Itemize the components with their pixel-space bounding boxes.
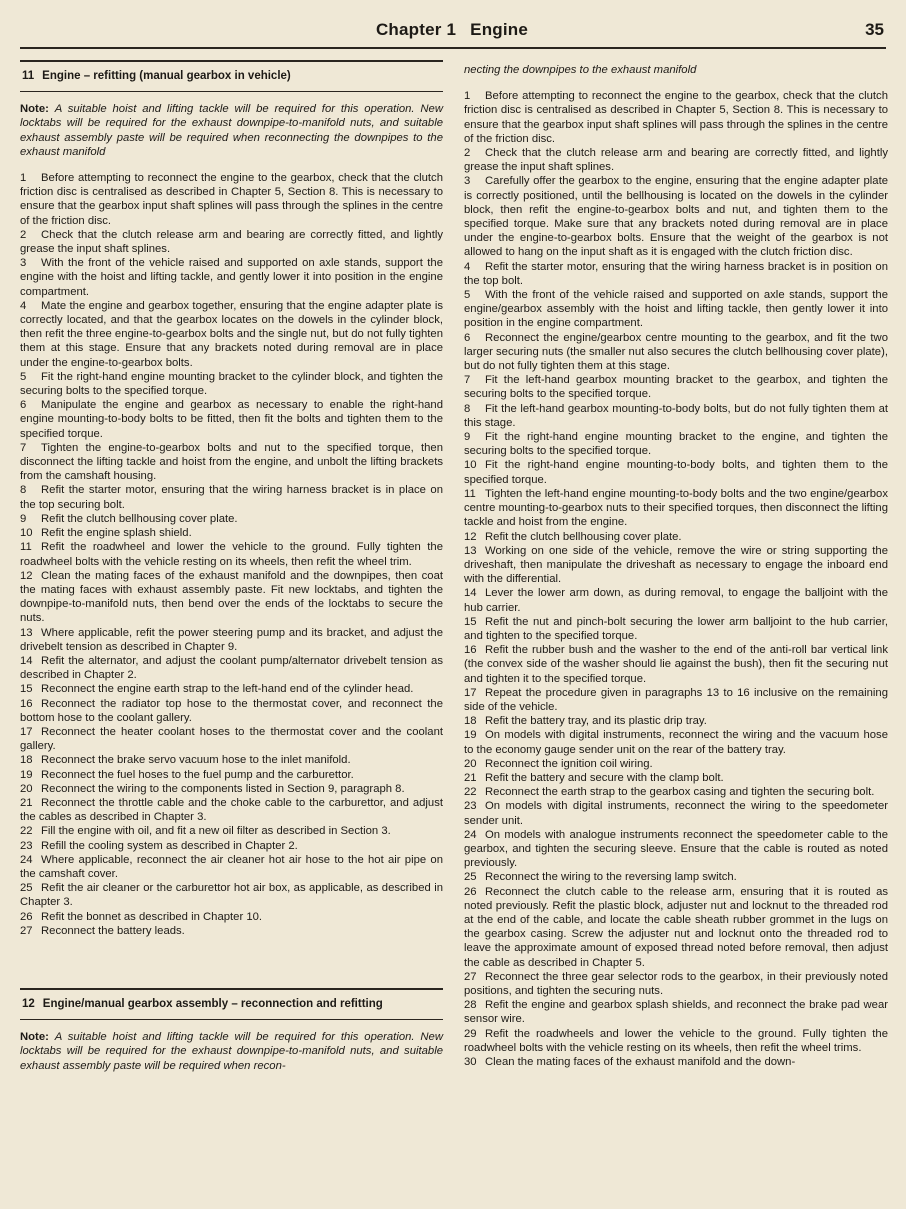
paragraph-text: Refit the rubber bush and the washer to the end of the anti-roll bar vertical link (the convex side of the washer should lie against the bush), then fit the securing nut and tighten it to the specified torque. bbox=[464, 644, 888, 685]
paragraph-text: Reconnect the clutch cable to the release arm, ensuring that it is routed as noted previously. Refit the plastic block, adjuster nut and locknut to the threaded rod at the end of the cable, and locate the cable sheath rubber grommet in the lugs on the gearbox casing. Screw the adjuster nut and locknut onto the threaded rod to leave the approximate amount of exposed thread noted before removal, then adjust the cable as described in Chapter 5. bbox=[464, 885, 888, 969]
paragraph-text: Mate the engine and gearbox together, ensuring that the engine adapter plate is correctly located, and that the gearbox locates on the dowels in the cylinder block, then refit the three engine-to-gearbox bolts and the single nut, but do not fully tighten them at this stage. Ensure that any brackets noted during removal are in place under the engine-to-gearbox bolts. bbox=[20, 299, 443, 369]
paragraph bbox=[464, 799, 888, 827]
paragraph-number: 23 bbox=[464, 800, 477, 813]
paragraph bbox=[464, 643, 888, 686]
paragraph-number: 29 bbox=[464, 1027, 477, 1040]
note-label: Note: bbox=[20, 103, 49, 116]
paragraph bbox=[20, 753, 443, 767]
paragraph-text: Refill the cooling system as described in Chapter 2. bbox=[41, 839, 298, 852]
paragraph-text: Reconnect the engine/gearbox centre mounting to the gearbox, and fit the two larger securing nuts (the smaller nut also secures the clutch bellhousing cover plate), but do not fully tighten them at this stage. bbox=[464, 331, 888, 373]
paragraph bbox=[464, 260, 888, 288]
paragraph-text: Carefully offer the gearbox to the engine, ensuring that the engine adapter plate is correctly positioned, until the bellhousing is located on the dowels in the cylinder block, then refit the engine-to-gearbox bolts and nut, and tighten them to the specified torque. Make sure that any brackets noted during removal are in place under the engine-to-gearbox bolts. Ensure that the weight of the gearbox is not allowed to hang on the input shaft as it is engaged with the clutch friction disc. bbox=[464, 175, 888, 259]
paragraph bbox=[20, 540, 443, 568]
paragraph-text: Reconnect the radiator top hose to the thermostat cover, and reconnect the bottom hose to the coolant gallery. bbox=[20, 697, 443, 724]
paragraph-text: Reconnect the earth strap to the gearbox casing and tighten the securing bolt. bbox=[485, 786, 875, 799]
paragraph-number: 13 bbox=[20, 626, 33, 639]
paragraph-number: 25 bbox=[20, 882, 33, 895]
paragraph bbox=[464, 331, 888, 374]
paragraph bbox=[464, 402, 888, 430]
paragraph-number: 26 bbox=[464, 885, 477, 898]
paragraph-number: 5 bbox=[20, 370, 27, 383]
paragraph-text: Where applicable, refit the power steering pump and its bracket, and adjust the drivebelt tension as described in Chapter 9. bbox=[20, 626, 443, 653]
section-12-note bbox=[20, 1030, 443, 1073]
paragraph-text: Refit the clutch bellhousing cover plate. bbox=[41, 512, 238, 525]
paragraph-text: Refit the air cleaner or the carburettor hot air box, as applicable, as described in Chapter 3. bbox=[20, 882, 443, 909]
paragraph-number: 11 bbox=[464, 487, 476, 500]
paragraph bbox=[20, 881, 443, 909]
paragraph bbox=[464, 544, 888, 587]
paragraph-number: 18 bbox=[20, 754, 33, 767]
section-number: 12 bbox=[22, 997, 35, 1010]
paragraph-number: 7 bbox=[20, 441, 27, 454]
paragraph-text: Tighten the left-hand engine mounting-to-body bolts and the two engine/gearbox centre mounting-to-gearbox nuts to their specified torques, then disconnect the lifting tackle and hoist from the engine. bbox=[464, 487, 888, 529]
paragraph bbox=[20, 569, 443, 626]
paragraph bbox=[20, 839, 443, 853]
paragraph-number: 5 bbox=[464, 289, 471, 302]
paragraph-text: Reconnect the ignition coil wiring. bbox=[485, 757, 653, 770]
paragraph-text: Refit the battery and secure with the clamp bolt. bbox=[485, 771, 724, 784]
paragraph bbox=[464, 728, 888, 756]
paragraph-number: 17 bbox=[464, 686, 477, 699]
paragraph-text: Before attempting to reconnect the engine to the gearbox, check that the clutch friction disc is centralised as described in Chapter 5, Section 8. This is necessary to ensure that the gearbox input shaft splines will pass through the splines in the centre of the friction disc. bbox=[464, 90, 888, 145]
paragraph bbox=[20, 441, 443, 484]
paragraph-number: 14 bbox=[20, 654, 33, 667]
section-title: Engine – refitting (manual gearbox in vehicle) bbox=[42, 70, 291, 82]
paragraph bbox=[464, 998, 888, 1026]
paragraph-number: 8 bbox=[464, 402, 471, 415]
paragraph-number: 1 bbox=[20, 172, 27, 185]
paragraph-number: 2 bbox=[464, 147, 471, 160]
paragraph-number: 28 bbox=[464, 999, 477, 1012]
paragraph-text: Reconnect the wiring to the components listed in Section 9, paragraph 8. bbox=[41, 782, 405, 795]
paragraph-number: 9 bbox=[464, 431, 471, 444]
paragraph-number: 22 bbox=[20, 825, 33, 838]
paragraph-number: 6 bbox=[464, 331, 471, 344]
paragraph-number: 3 bbox=[464, 175, 471, 188]
paragraph bbox=[464, 757, 888, 771]
paragraph-number: 7 bbox=[464, 374, 471, 387]
section-12-paragraphs bbox=[464, 89, 888, 1069]
paragraph bbox=[20, 654, 443, 682]
paragraph-number: 21 bbox=[20, 796, 33, 809]
paragraph bbox=[20, 725, 443, 753]
paragraph-text: Check that the clutch release arm and bearing are correctly fitted, and lightly grease the input shaft splines. bbox=[20, 228, 443, 256]
paragraph-text: Working on one side of the vehicle, remove the wire or string supporting the driveshaft, then manipulate the driveshaft as necessary to engage the inboard end with the differential. bbox=[464, 544, 888, 586]
paragraph bbox=[20, 626, 443, 654]
paragraph bbox=[20, 526, 443, 540]
paragraph-text: Reconnect the three gear selector rods to the gearbox, in their previously noted positions, and tighten the securing nuts. bbox=[464, 970, 888, 997]
paragraph-text: Clean the mating faces of the exhaust manifold and the downpipes, then coat the mating faces with exhaust assembly paste. Fit new locktabs, and tighten the downpipe-to-manifold nuts, then bend over the ends of the locktabs to secure the nuts. bbox=[20, 569, 443, 625]
paragraph-text: Refit the battery tray, and its plastic drip tray. bbox=[485, 715, 707, 728]
paragraph bbox=[20, 824, 443, 838]
paragraph-text: Refit the clutch bellhousing cover plate. bbox=[485, 530, 682, 543]
paragraph bbox=[464, 458, 888, 486]
paragraph bbox=[464, 174, 888, 259]
paragraph bbox=[464, 686, 888, 714]
paragraph bbox=[20, 796, 443, 824]
paragraph-text: Refit the starter motor, ensuring that the wiring harness bracket is in position on the top bolt. bbox=[464, 260, 888, 287]
section-number: 11 bbox=[22, 70, 35, 82]
paragraph-number: 20 bbox=[20, 782, 33, 795]
paragraph-text: Refit the nut and pinch-bolt securing the lower arm balljoint to the hub carrier, and tighten to the specified torque. bbox=[464, 615, 888, 642]
paragraph-text: Fit the left-hand gearbox mounting-to-body bolts, but do not fully tighten them at this stage. bbox=[464, 402, 888, 429]
paragraph-number: 21 bbox=[464, 771, 477, 784]
paragraph bbox=[20, 782, 443, 796]
section-12-heading bbox=[20, 988, 443, 1020]
paragraph-text: Reconnect the fuel hoses to the fuel pump and the carburettor. bbox=[41, 768, 354, 781]
section-title: Engine/manual gearbox assembly – reconnection and refitting bbox=[42, 997, 383, 1010]
paragraph bbox=[464, 714, 888, 728]
paragraph-number: 22 bbox=[464, 786, 477, 799]
page-number: 35 bbox=[865, 20, 884, 39]
paragraph-number: 20 bbox=[464, 757, 477, 770]
paragraph bbox=[20, 697, 443, 725]
paragraph bbox=[20, 228, 443, 256]
paragraph bbox=[464, 89, 888, 146]
header-rule bbox=[20, 47, 886, 49]
note-text: A suitable hoist and lifting tackle will be required for this operation. New locktabs will be required for the exhaust downpipe-to-manifold nuts, and suitable exhaust assembly paste will be required when recon- bbox=[20, 1031, 443, 1072]
paragraph-number: 6 bbox=[20, 399, 27, 412]
paragraph-number: 11 bbox=[20, 541, 32, 554]
paragraph-text: On models with digital instruments, reconnect the wiring and the vacuum hose to the economy gauge sender unit on the rear of the battery tray. bbox=[464, 729, 888, 756]
paragraph-number: 3 bbox=[20, 257, 27, 270]
note-label: Note: bbox=[20, 1031, 49, 1044]
paragraph-number: 19 bbox=[20, 768, 33, 781]
left-column bbox=[20, 60, 443, 1085]
paragraph-number: 15 bbox=[464, 615, 477, 628]
paragraph-text: Fit the right-hand engine mounting bracket to the cylinder block, and tighten the securing bolts to the specified torque. bbox=[20, 370, 443, 398]
paragraph bbox=[464, 146, 888, 174]
paragraph-number: 2 bbox=[20, 228, 27, 241]
paragraph-text: Reconnect the engine earth strap to the left-hand end of the cylinder head. bbox=[41, 683, 414, 696]
paragraph-number: 4 bbox=[464, 260, 471, 273]
paragraph-number: 1 bbox=[464, 90, 471, 103]
paragraph bbox=[464, 288, 888, 331]
paragraph-text: Reconnect the wiring to the reversing lamp switch. bbox=[485, 871, 737, 884]
paragraph bbox=[20, 370, 443, 398]
paragraph-number: 10 bbox=[20, 527, 33, 540]
paragraph-text: On models with analogue instruments reconnect the speedometer cable to the gearbox, and tighten the securing sleeve. Ensure that the cable is routed as noted previously. bbox=[464, 828, 888, 870]
paragraph-number: 24 bbox=[20, 853, 33, 866]
paragraph bbox=[20, 853, 443, 881]
paragraph bbox=[20, 483, 443, 511]
paragraph bbox=[20, 171, 443, 228]
paragraph-text: Fit the left-hand gearbox mounting bracket to the gearbox, and tighten the securing bolts to the specified torque. bbox=[464, 374, 888, 401]
paragraph bbox=[464, 785, 888, 799]
paragraph-number: 16 bbox=[464, 644, 477, 657]
paragraph-text: Fit the right-hand engine mounting-to-body bolts, and tighten them to the specified torque. bbox=[464, 459, 888, 486]
paragraph bbox=[464, 1027, 888, 1055]
paragraph-number: 27 bbox=[464, 970, 477, 983]
paragraph bbox=[20, 256, 443, 299]
paragraph-text: Before attempting to reconnect the engine to the gearbox, check that the clutch friction disc is centralised as described in Chapter 5, Section 8. This is necessary to ensure that the gearbox input shaft splines will pass through the splines in the centre of the friction disc. bbox=[20, 172, 443, 227]
paragraph bbox=[20, 924, 443, 938]
paragraph-number: 12 bbox=[464, 530, 477, 543]
paragraph-number: 25 bbox=[464, 871, 477, 884]
paragraph bbox=[20, 682, 443, 696]
paragraph bbox=[464, 828, 888, 871]
chapter-title: Engine bbox=[470, 20, 529, 39]
paragraph bbox=[464, 430, 888, 458]
right-column bbox=[464, 63, 888, 1069]
paragraph-number: 10 bbox=[464, 459, 477, 472]
paragraph bbox=[464, 615, 888, 643]
paragraph-number: 9 bbox=[20, 512, 27, 525]
paragraph bbox=[464, 885, 888, 970]
paragraph-number: 8 bbox=[20, 484, 27, 497]
paragraph-number: 24 bbox=[464, 828, 477, 841]
paragraph bbox=[464, 771, 888, 785]
paragraph-text: Manipulate the engine and gearbox as necessary to enable the right-hand engine mounting-to-body bolts to be fitted, then fit the bolts and tighten them to the specified torque. bbox=[20, 399, 443, 440]
section-12-note-continued: necting the downpipes to the exhaust manifold bbox=[464, 64, 697, 76]
paragraph bbox=[464, 373, 888, 401]
paragraph bbox=[464, 1055, 888, 1069]
paragraph bbox=[20, 910, 443, 924]
paragraph-number: 16 bbox=[20, 697, 33, 710]
paragraph-text: Refit the starter motor, ensuring that the wiring harness bracket is in place on the top securing bolt. bbox=[20, 484, 443, 511]
paragraph bbox=[20, 768, 443, 782]
paragraph-number: 17 bbox=[20, 725, 33, 738]
chapter-label: Chapter 1 bbox=[375, 20, 457, 39]
paragraph bbox=[464, 586, 888, 614]
paragraph bbox=[20, 512, 443, 526]
section-11-paragraphs bbox=[20, 171, 443, 938]
paragraph-text: Refit the alternator, and adjust the coolant pump/alternator drivebelt tension as described in Chapter 2. bbox=[20, 654, 443, 682]
paragraph-text: Where applicable, reconnect the air cleaner hot air hose to the hot air pipe on the camshaft cover. bbox=[20, 853, 443, 880]
paragraph-text: Refit the bonnet as described in Chapter 10. bbox=[41, 910, 263, 923]
paragraph-text: Repeat the procedure given in paragraphs 13 to 16 inclusive on the remaining side of the vehicle. bbox=[464, 686, 888, 713]
paragraph-number: 27 bbox=[20, 924, 33, 937]
paragraph-text: Fill the engine with oil, and fit a new oil filter as described in Section 3. bbox=[41, 825, 391, 838]
paragraph-number: 14 bbox=[464, 587, 477, 600]
paragraph-number: 23 bbox=[20, 839, 33, 852]
paragraph bbox=[464, 487, 888, 530]
paragraph-number: 26 bbox=[20, 910, 33, 923]
page-header bbox=[20, 20, 884, 44]
paragraph-text: Reconnect the brake servo vacuum hose to the inlet manifold. bbox=[41, 754, 351, 767]
paragraph-text: Clean the mating faces of the exhaust manifold and the down- bbox=[485, 1056, 796, 1069]
paragraph-text: Reconnect the battery leads. bbox=[41, 924, 185, 937]
paragraph-number: 13 bbox=[464, 544, 477, 557]
paragraph bbox=[20, 299, 443, 370]
paragraph-text: On models with digital instruments, reconnect the wiring to the speedometer sender unit. bbox=[464, 800, 888, 827]
paragraph-text: With the front of the vehicle raised and supported on axle stands, support the engine/gearbox assembly with the hoist and lifting tackle, then gently lower it into position in the engine compartment. bbox=[464, 289, 888, 330]
section-11-note bbox=[20, 102, 443, 159]
paragraph-text: Fit the right-hand engine mounting bracket to the engine, and tighten the securing bolts to the specified torque. bbox=[464, 431, 888, 458]
paragraph-text: With the front of the vehicle raised and supported on axle stands, support the engine with the hoist and lifting tackle, and gently lower it into position in the engine compartment. bbox=[20, 257, 443, 298]
chapter-heading bbox=[20, 20, 884, 40]
paragraph-text: Lever the lower arm down, as during removal, to engage the balljoint with the hub carrier. bbox=[464, 587, 888, 614]
paragraph-text: Reconnect the throttle cable and the choke cable to the carburettor, and adjust the cables as described in Chapter 3. bbox=[20, 796, 443, 824]
paragraph-text: Refit the engine splash shield. bbox=[41, 527, 192, 540]
paragraph-text: Refit the roadwheel and lower the vehicle to the ground. Fully tighten the roadwheel bolts with the vehicle resting on its wheels, then refit the wheel trim. bbox=[20, 541, 443, 568]
note-text: A suitable hoist and lifting tackle will be required for this operation. New locktabs will be required for the exhaust downpipe-to-manifold nuts, and suitable exhaust assembly paste will be required when reconnecting the downpipes to the exhaust manifold bbox=[20, 103, 443, 158]
paragraph bbox=[464, 870, 888, 884]
paragraph bbox=[20, 398, 443, 441]
paragraph-number: 19 bbox=[464, 729, 477, 742]
paragraph-text: Check that the clutch release arm and bearing are correctly fitted, and lightly grease the input shaft splines. bbox=[464, 147, 888, 174]
paragraph-number: 30 bbox=[464, 1056, 477, 1069]
paragraph bbox=[464, 530, 888, 544]
paragraph bbox=[464, 970, 888, 998]
paragraph-text: Tighten the engine-to-gearbox bolts and nut to the specified torque, then disconnect the lifting tackle and hoist from the engine, and unbolt the lifting brackets from the camshaft housing. bbox=[20, 441, 443, 483]
paragraph-text: Refit the engine and gearbox splash shields, and reconnect the brake pad wear sensor wire. bbox=[464, 999, 888, 1026]
paragraph-text: Refit the roadwheels and lower the vehicle to the ground. Fully tighten the roadwheel bolts with the vehicle resting on its wheels, then refit the wheel trims. bbox=[464, 1027, 888, 1054]
paragraph-number: 18 bbox=[464, 715, 477, 728]
paragraph-number: 4 bbox=[20, 299, 27, 312]
paragraph-text: Reconnect the heater coolant hoses to the thermostat cover and the coolant gallery. bbox=[20, 725, 443, 753]
paragraph-number: 12 bbox=[20, 569, 33, 582]
paragraph-number: 15 bbox=[20, 683, 33, 696]
section-11-heading bbox=[20, 60, 443, 92]
